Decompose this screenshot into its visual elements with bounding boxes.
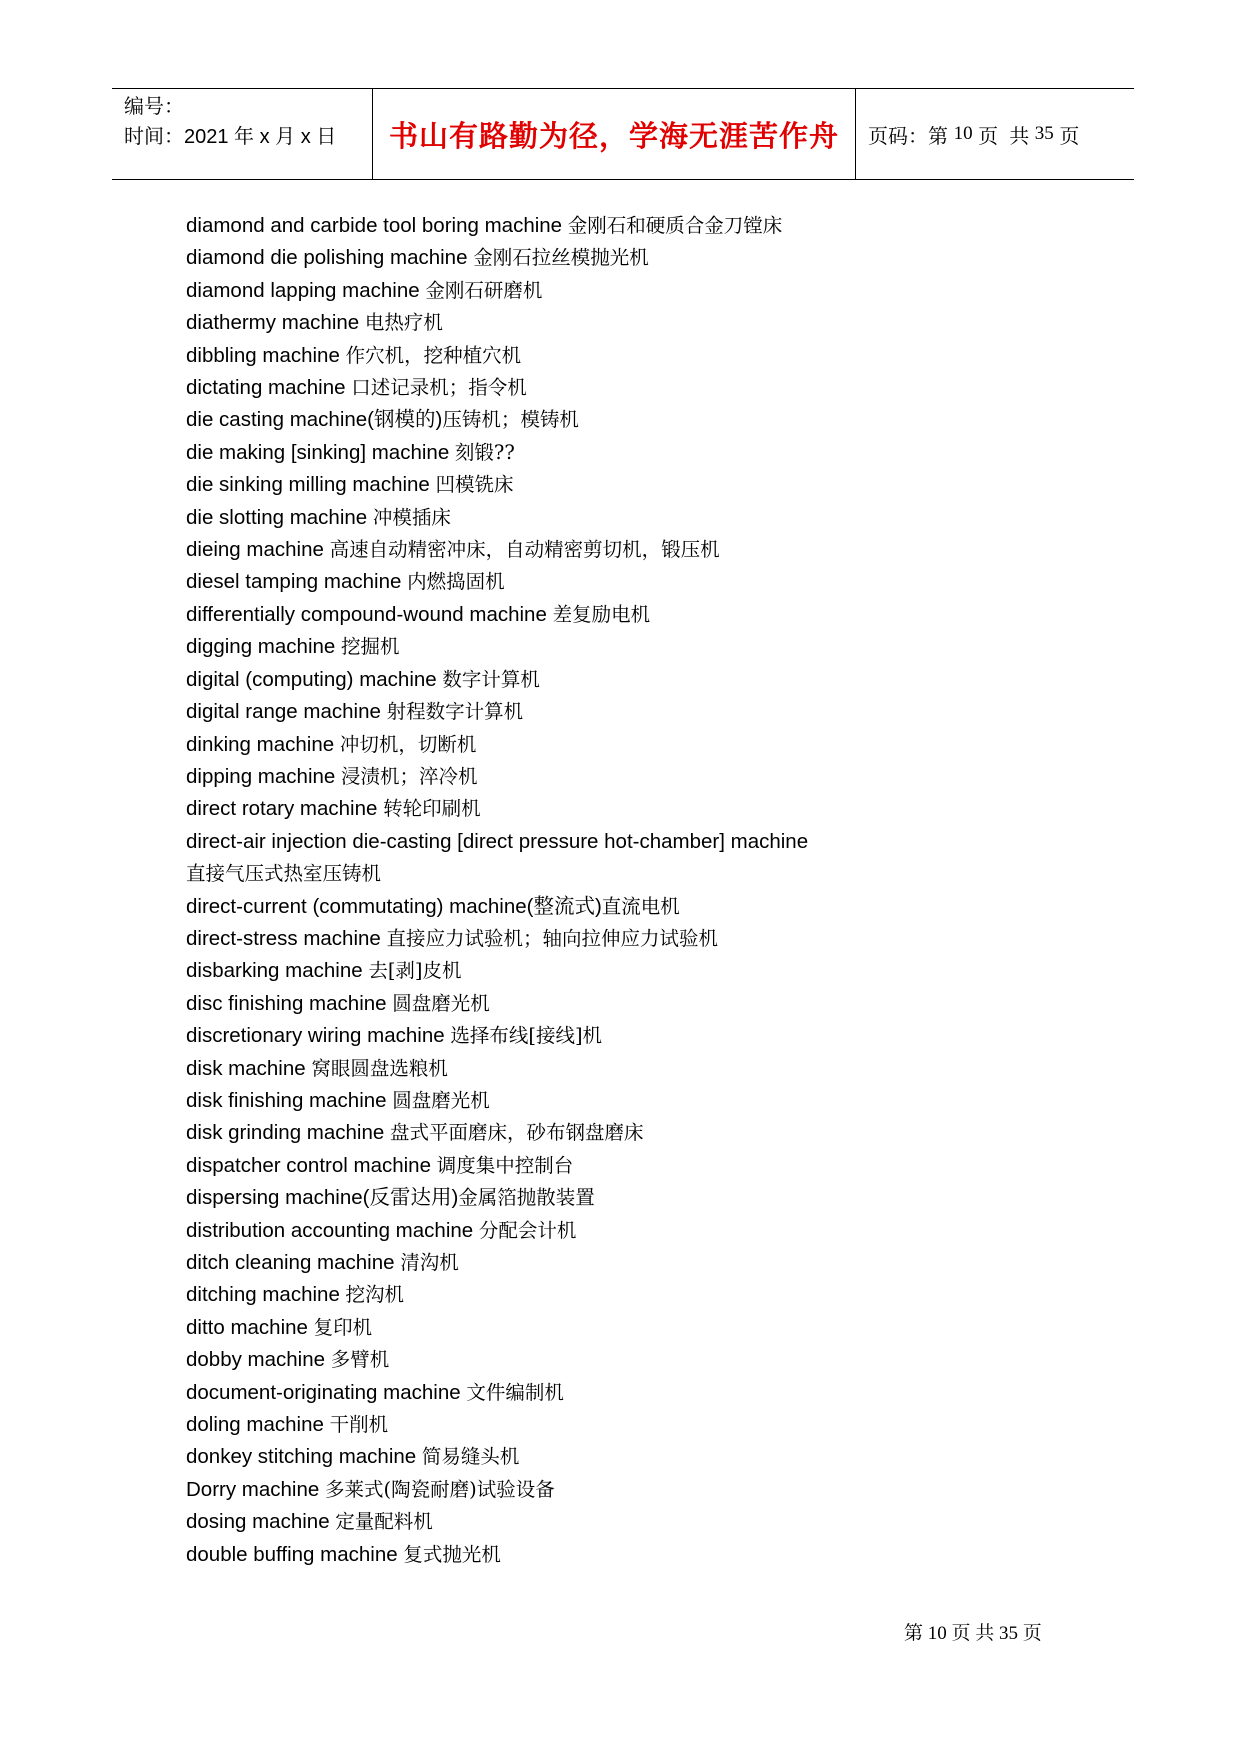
glossary-entry [186,988,1066,1020]
header-page-prefix: 页码：第 [868,125,954,148]
entry-term: die making [sinking] machine [186,440,450,464]
glossary-entry [186,1215,1066,1247]
entry-term: document-originating machine [186,1380,461,1404]
footer-suffix: 页 [1018,1623,1042,1644]
entry-term: diesel tamping machine [186,570,402,594]
glossary-entry [186,955,1066,987]
entry-term: dispatcher control machine [186,1153,431,1177]
footer-prefix: 第 [904,1623,928,1644]
glossary-entry [186,469,1066,501]
entry-term: dibbling machine [186,343,340,367]
entry-translation: 分配会计机 [478,1218,577,1242]
footer-page-total: 35 [999,1623,1019,1644]
entry-term: dieing machine [186,538,324,562]
entry-term: disbarking machine [186,959,363,983]
header-page-total: 35 [1034,123,1054,144]
entry-term: ditch cleaning machine [186,1251,395,1274]
glossary-entry [186,1247,1066,1279]
header-page-mid: 页 共 [972,125,1035,148]
entry-term: direct-current (commutating) machine(整流式) [186,894,602,918]
entry-translation: 冲切机，切断机 [339,732,477,756]
document-number-label: 编号： [124,96,184,118]
glossary-list [186,210,1066,1571]
entry-term: dipping machine [186,764,336,788]
entry-translation: 定量配料机 [335,1510,433,1534]
entry-term: die slotting machine [186,505,368,529]
glossary-entry [186,923,1066,955]
entry-translation: 多臂机 [330,1348,390,1372]
entry-translation: 凹模铣床 [435,473,514,497]
glossary-entry [186,1474,1066,1506]
header-page-current: 10 [953,123,973,144]
glossary-entry [186,502,1066,534]
glossary-entry [186,1085,1066,1117]
glossary-entry [186,1279,1066,1311]
entry-term: donkey stitching machine [186,1445,417,1469]
entry-term: discretionary wiring machine [186,1024,445,1048]
header-meta [112,89,372,179]
entry-term: disk machine [186,1056,306,1080]
entry-translation: 直接气压式热室压铸机 [186,862,382,886]
entry-translation: 口述记录机；指令机 [351,376,527,400]
glossary-entry [186,1150,1066,1182]
page-footer [904,1618,1042,1645]
document-date: 时间：2021 年 x 月 x 日 [124,126,337,148]
entry-translation: 干削机 [329,1413,389,1437]
entry-term: ditching machine [186,1283,340,1307]
entry-term: differentially compound-wound machine [186,602,547,626]
entry-term: disk grinding machine [186,1121,385,1145]
entry-translation: 刻锻?? [454,440,515,464]
entry-translation: 金刚石拉丝模抛光机 [473,246,649,270]
entry-term: dosing machine [186,1510,330,1534]
glossary-entry [186,858,1066,890]
entry-term: double buffing machine [186,1542,398,1566]
entry-term: diathermy machine [186,311,360,335]
entry-translation: 窝眼圆盘选粮机 [311,1056,448,1080]
entry-translation: 射程数字计算机 [386,700,524,724]
entry-translation: 数字计算机 [442,667,540,691]
entry-translation: 高速自动精密冲床，自动精密剪切机，锻压机 [329,538,720,562]
page-header [112,88,1134,180]
entry-term: dictating machine [186,376,346,400]
glossary-entry [186,404,1066,436]
header-slogan: 书山有路勤为径，学海无涯苦作舟 [372,89,856,179]
glossary-entry [186,1182,1066,1214]
entry-term: dispersing machine(反雷达用) [186,1186,459,1210]
header-page-indicator [856,89,1134,179]
entry-translation: 圆盘磨光机 [392,991,490,1015]
entry-translation: 选择布线[接线]机 [450,1024,603,1048]
glossary-entry [186,729,1066,761]
glossary-entry [186,1053,1066,1085]
entry-term: digging machine [186,635,336,659]
entry-term: digital (computing) machine [186,667,437,691]
glossary-entry [186,275,1066,307]
entry-translation: 电热疗机 [364,311,443,335]
entry-translation: 作穴机，挖种植穴机 [345,343,522,367]
entry-translation: 浸渍机；淬冷机 [341,764,478,788]
glossary-entry [186,1344,1066,1376]
glossary-entry [186,1117,1066,1149]
entry-translation: 多莱式(陶瓷耐磨)试验设备 [325,1477,555,1501]
entry-term: digital range machine [186,700,381,724]
entry-translation: 盘式平面磨床，砂布钢盘磨床 [389,1121,644,1145]
entry-translation: 差复励电机 [552,602,651,626]
footer-page-current: 10 [927,1623,947,1644]
entry-translation: 复式抛光机 [403,1542,501,1566]
glossary-entry [186,242,1066,274]
entry-translation: 金属箔抛散装置 [458,1186,595,1210]
glossary-entry [186,1441,1066,1473]
glossary-entry [186,307,1066,339]
glossary-entry [186,1377,1066,1409]
entry-translation: 圆盘磨光机 [392,1088,490,1112]
glossary-entry [186,534,1066,566]
glossary-entry [186,826,1066,858]
entry-term: ditto machine [186,1315,308,1339]
glossary-entry [186,210,1066,242]
entry-term: direct rotary machine [186,797,378,821]
entry-translation: 挖沟机 [345,1283,405,1307]
entry-term: diamond lapping machine [186,278,420,302]
entry-translation: 内燃捣固机 [407,570,505,594]
glossary-entry [186,1409,1066,1441]
entry-translation: 转轮印刷机 [383,797,481,821]
entry-translation: 调度集中控制台 [436,1153,574,1177]
glossary-entry [186,793,1066,825]
glossary-entry [186,1020,1066,1052]
glossary-entry [186,372,1066,404]
entry-translation: 压铸机；模铸机 [442,408,579,432]
glossary-entry [186,599,1066,631]
entry-translation: 复印机 [313,1315,373,1339]
header-page-suffix: 页 [1053,125,1080,148]
entry-term: die casting machine(钢模的) [186,408,443,432]
entry-translation: 直接应力试验机；轴向拉伸应力试验机 [386,926,719,950]
entry-term: Dorry machine [186,1477,320,1501]
entry-term: die sinking milling machine [186,473,430,497]
entry-translation: 文件编制机 [466,1380,564,1404]
entry-translation: 冲模插床 [372,505,451,529]
entry-translation: 清沟机 [400,1251,459,1274]
glossary-entry [186,664,1066,696]
glossary-entry [186,631,1066,663]
glossary-entry [186,566,1066,598]
glossary-entry [186,1506,1066,1538]
entry-term: distribution accounting machine [186,1218,474,1242]
glossary-entry [186,761,1066,793]
entry-translation: 金刚石研磨机 [425,278,543,302]
entry-translation: 简易缝头机 [421,1445,520,1469]
entry-term: disk finishing machine [186,1088,387,1112]
entry-translation: 挖掘机 [341,635,400,659]
entry-term: doling machine [186,1413,324,1437]
glossary-entry [186,1539,1066,1571]
entry-translation: 直流电机 [601,894,680,918]
footer-mid: 页 共 [946,1623,1000,1644]
glossary-entry [186,696,1066,728]
glossary-entry [186,437,1066,469]
glossary-entry [186,1312,1066,1344]
entry-term: direct-air injection die-casting [direct pressure hot-chamber] machine [186,829,809,853]
entry-translation: 去[剥]皮机 [368,959,462,983]
entry-term: direct-stress machine [186,926,381,950]
entry-term: dinking machine [186,732,335,756]
entry-term: dobby machine [186,1348,326,1372]
entry-translation: 金刚石和硬质合金刀镗床 [567,214,783,237]
glossary-entry [186,340,1066,372]
entry-term: diamond and carbide tool boring machine [186,214,563,237]
entry-term: disc finishing machine [186,991,387,1015]
glossary-entry [186,891,1066,923]
entry-term: diamond die polishing machine [186,246,468,270]
